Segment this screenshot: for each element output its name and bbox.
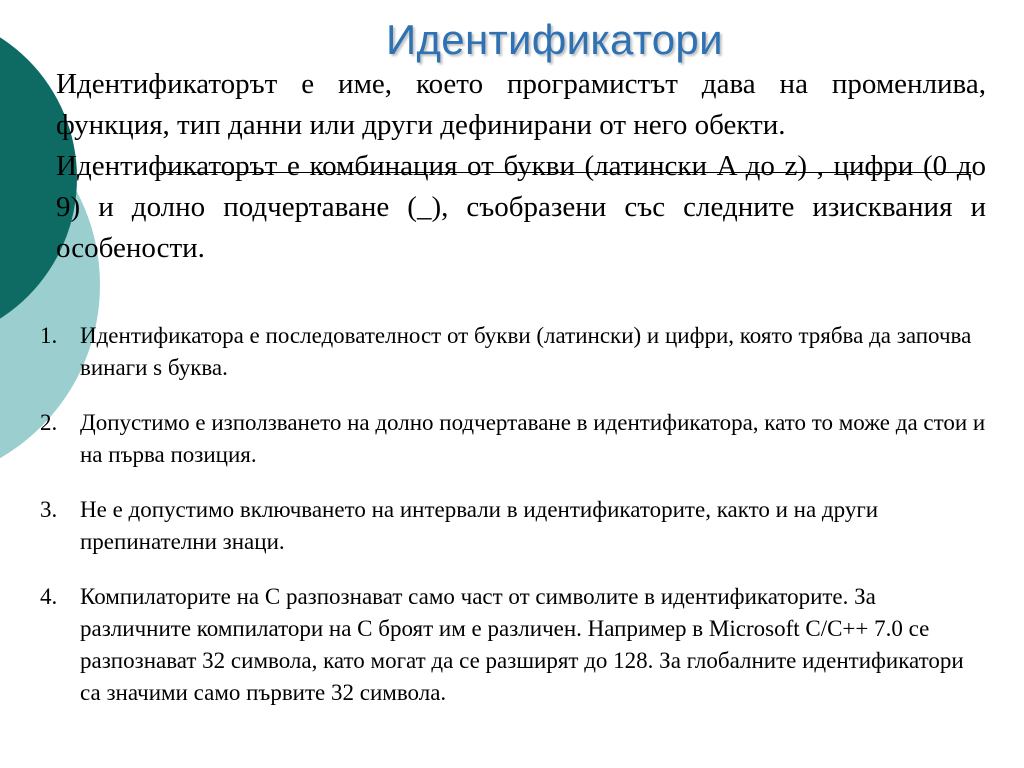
list-text: Компилаторите на C разпознават само част от символите в идентификаторите. За различните компилатори на C броят им е различен. Например в Microsoft C/C++ 7.0 се разпознават 32 символа, като могат да се разширят до 128. За глобалните идентификатори са значими само първите 32 символа.: [80, 584, 964, 705]
list-item: [40, 320, 990, 384]
list-text: Не е допустимо включването на интервали в идентификаторите, както и на други препинателни знаци.: [80, 497, 879, 554]
horizontal-rule: [160, 172, 972, 173]
slide-title: Идентификатори: [386, 16, 723, 63]
list-item: [40, 581, 990, 709]
list-number: 2.: [40, 410, 58, 435]
list-number: 4.: [40, 584, 58, 609]
paragraph-composition: Идентификаторът е комбинация от букви (латински A до z) , цифри (0 до 9) и долно подчертаване (_), съобразени със следните изисквания и особености.: [56, 150, 986, 264]
list-item: [40, 494, 990, 558]
list-number: 3.: [40, 497, 58, 522]
list-item: [40, 407, 990, 471]
rules-list: [40, 320, 990, 709]
list-number: 1.: [40, 323, 58, 348]
intro-text: [56, 64, 986, 269]
list-text: Идентификатора е последователност от букви (латински) и цифри, която трябва да започва винаги s буква.: [80, 323, 972, 380]
list-text: Допустимо е използването на долно подчертаване в идентификатора, като то може да стои и на първа позиция.: [80, 410, 986, 467]
paragraph-definition: Идентификаторът е име, което програмистът дава на променлива, функция, тип данни или други дефинирани от него обекти.: [56, 68, 986, 141]
